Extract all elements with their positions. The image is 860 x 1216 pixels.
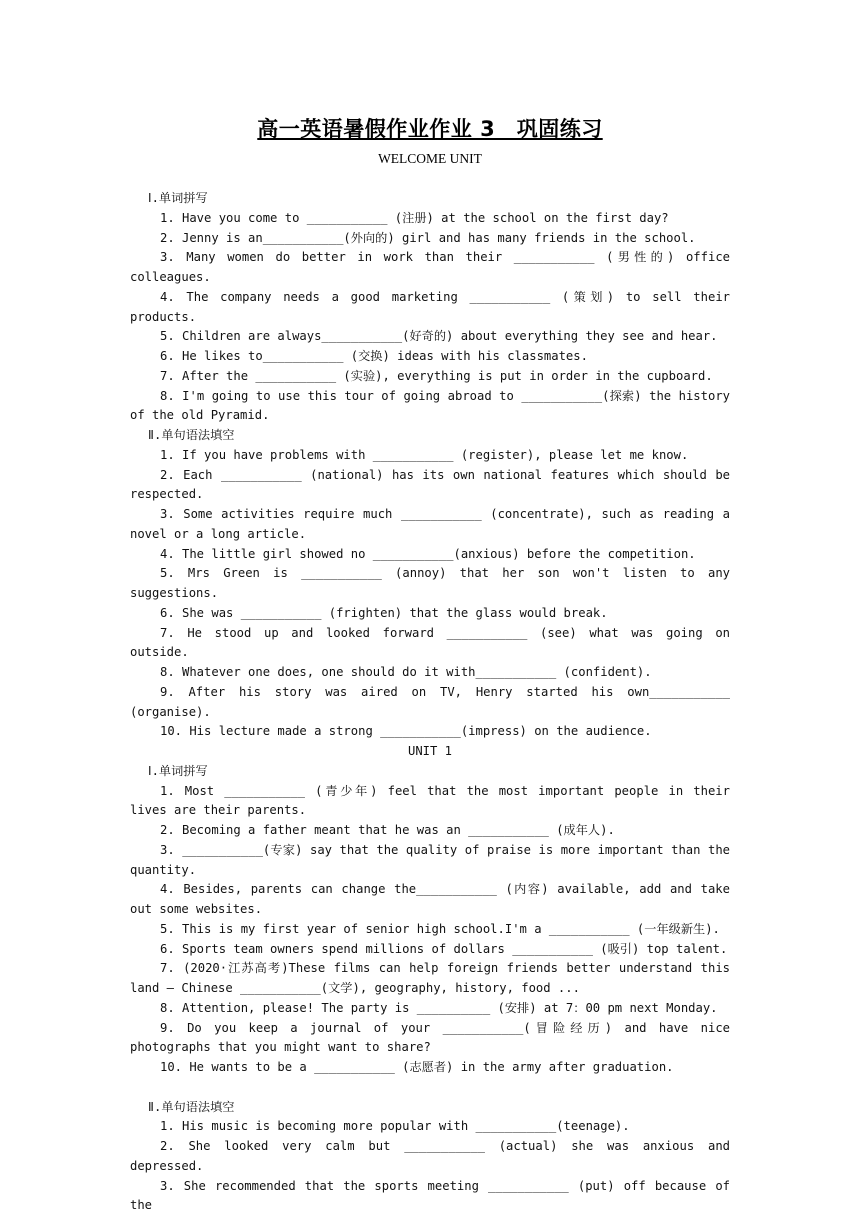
question-item: 10. He wants to be a ___________ (志愿者) in the army after graduation. — [160, 1060, 674, 1074]
document-body — [130, 189, 730, 1216]
question-item: 9. After his story was aired on TV, Henry started his own___________ (organise). — [130, 684, 730, 719]
question-item: 8. Attention, please! The party is __________ (安排) at 7：00 pm next Monday. — [160, 1000, 718, 1015]
question-item: 2. Each ___________ (national) has its own national features which should be respected. — [130, 467, 730, 502]
question-item: 1. If you have problems with ___________ (register), please let me know. — [160, 447, 689, 462]
question-item: 4. The little girl showed no ___________(anxious) before the competition. — [160, 546, 696, 561]
section-heading: Ⅱ.单句语法填空 — [148, 428, 235, 442]
question-item: 10. His lecture made a strong ___________(impress) on the audience. — [160, 724, 652, 739]
question-item: 7. After the ___________ (实验), everything is put in order in the cupboard. — [160, 368, 713, 383]
unit-heading: UNIT 1 — [407, 744, 453, 758]
question-item: 4. Besides, parents can change the___________ (内容) available, add and take out some websites. — [130, 882, 730, 916]
question-item: 7. He stood up and looked forward ___________ (see) what was going on outside. — [130, 625, 730, 660]
unit-subtitle: WELCOME UNIT — [378, 151, 482, 166]
question-item: 8. Whatever one does, one should do it with___________ (confident). — [160, 665, 652, 679]
question-item: 6. Sports team owners spend millions of dollars ___________ (吸引) top talent. — [160, 941, 728, 956]
question-item: 2. Jenny is an___________(外向的) girl and has many friends in the school. — [160, 230, 696, 245]
question-item: 5. Mrs Green is ___________ (annoy) that her son won't listen to any suggestions. — [130, 566, 730, 600]
section-heading: Ⅰ.单词拼写 — [148, 763, 208, 778]
question-item: 1. Have you come to ___________ (注册) at the school on the first day? — [160, 210, 669, 225]
question-item: 3. She recommended that the sports meeting ___________ (put) off because of the — [130, 1178, 730, 1213]
question-item: 8. I'm going to use this tour of going abroad to ___________(探索) the history of the old Pyramid. — [130, 388, 730, 423]
question-item: 1. His music is becoming more popular with ___________(teenage). — [160, 1119, 630, 1134]
section-heading: Ⅱ.单句语法填空 — [148, 1099, 235, 1114]
question-item: 3. Some activities require much ___________ (concentrate), such as reading a novel or a long article. — [130, 507, 730, 541]
question-item: 6. She was ___________ (frighten) that the glass would break. — [160, 605, 608, 620]
question-item: 9. Do you keep a journal of your ___________(冒险经历) and have nice photographs that you might want to share? — [130, 1020, 730, 1055]
section-heading: Ⅰ.单词拼写 — [148, 191, 208, 205]
question-item: 3. ___________(专家) say that the quality of praise is more important than the quantity. — [130, 842, 730, 877]
spacer — [130, 1078, 730, 1098]
question-item: 6. He likes to___________ (交换) ideas with his classmates. — [160, 349, 588, 363]
question-item: 7. (2020·江苏高考)These films can help foreign friends better understand this land — Chinese ___________(文学), geography, history, food ... — [130, 961, 730, 995]
question-item: 4. The company needs a good marketing ___________ (策划) to sell their products. — [130, 289, 730, 324]
question-item: 2. She looked very calm but ___________ (actual) she was anxious and depressed. — [130, 1139, 730, 1173]
page-title: 高一英语暑假作业作业 3 巩固练习 — [257, 117, 603, 141]
question-item: 2. Becoming a father meant that he was an ___________ (成年人). — [160, 823, 615, 837]
question-item: 1. Most ___________ (青少年) feel that the most important people in their lives are their parents. — [130, 783, 730, 818]
question-item: 3. Many women do better in work than their ___________ (男性的) office colleagues. — [130, 250, 730, 284]
question-item: 5. This is my first year of senior high school.I'm a ___________ (一年级新生). — [160, 921, 720, 936]
question-item: 5. Children are always___________(好奇的) about everything they see and hear. — [160, 329, 718, 344]
